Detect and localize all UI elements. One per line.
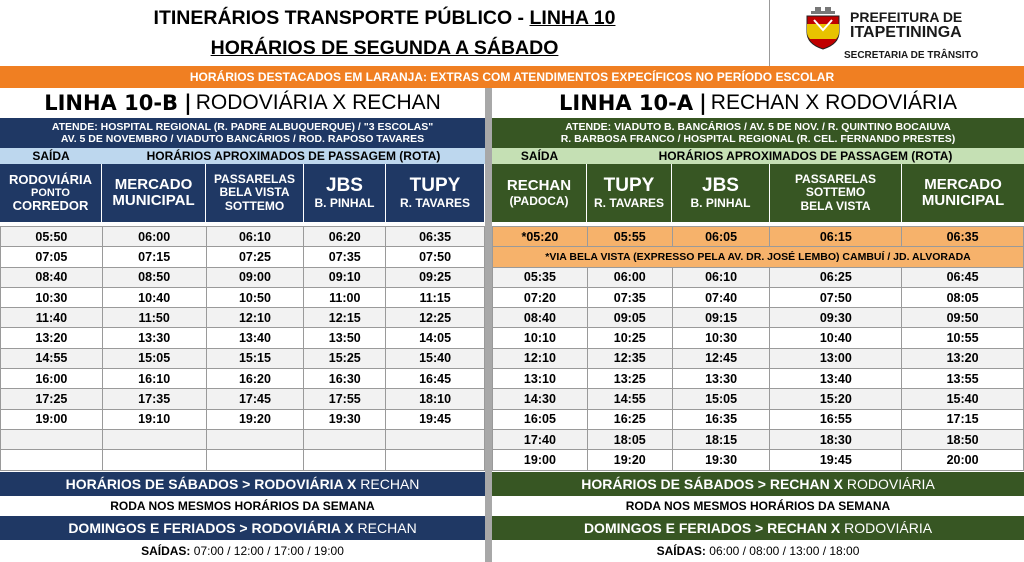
table-row	[493, 348, 1024, 368]
left-col-mercado: MERCADO MUNICIPAL	[102, 164, 206, 222]
table-row	[493, 328, 1024, 348]
column-divider	[485, 88, 492, 562]
time-cell: 12:35	[587, 348, 672, 368]
table-row	[1, 409, 485, 429]
time-cell: 10:40	[102, 287, 206, 307]
time-cell: 12:45	[672, 348, 770, 368]
time-cell: 19:20	[587, 450, 672, 470]
time-cell: 13:30	[672, 369, 770, 389]
time-cell: 14:05	[386, 328, 485, 348]
time-cell: 08:05	[902, 287, 1024, 307]
time-cell: 09:15	[672, 308, 770, 328]
left-col-rodoviaria: RODOVIÁRIA PONTO CORREDOR	[0, 164, 102, 222]
table-row	[493, 267, 1024, 287]
time-cell: 19:00	[1, 409, 103, 429]
time-cell: 10:50	[206, 287, 304, 307]
page-subtitle: HORÁRIOS DE SEGUNDA A SÁBADO	[210, 37, 559, 59]
time-cell: 07:15	[102, 247, 206, 267]
time-cell: 19:10	[102, 409, 206, 429]
table-row	[493, 429, 1024, 449]
time-cell: 16:45	[386, 369, 485, 389]
time-cell: 09:30	[770, 308, 902, 328]
time-cell: 10:30	[672, 328, 770, 348]
time-cell	[206, 429, 304, 449]
time-cell: 07:35	[587, 287, 672, 307]
table-row	[493, 409, 1024, 429]
notice-banner: HORÁRIOS DESTACADOS EM LARANJA: EXTRAS COM ATENDIMENTOS EXPECÍFICOS NO PERÍODO ESCOLAR	[0, 66, 1024, 88]
left-line-sep: |	[184, 91, 192, 115]
time-cell: 13:20	[1, 328, 103, 348]
page-title: ITINERÁRIOS TRANSPORTE PÚBLICO - LINHA 10	[153, 7, 616, 29]
left-route-times-label: HORÁRIOS APROXIMADOS DE PASSAGEM (ROTA)	[102, 148, 485, 164]
right-saturday-header: HORÁRIOS DE SÁBADOS > RECHAN X RODOVIÁRIA	[492, 472, 1024, 496]
time-cell: 07:25	[206, 247, 304, 267]
time-cell: 16:20	[206, 369, 304, 389]
logo-line1: PREFEITURA DE	[850, 9, 963, 25]
right-extra-row: *05:20 05:55 06:05 06:15 06:35	[493, 227, 1024, 247]
time-cell: 09:05	[587, 308, 672, 328]
table-row	[1, 247, 485, 267]
right-col-mercado: MERCADO MUNICIPAL	[902, 164, 1024, 222]
table-row	[493, 308, 1024, 328]
time-cell: 15:40	[386, 348, 485, 368]
time-cell: 13:30	[102, 328, 206, 348]
time-cell: 14:30	[493, 389, 588, 409]
table-row	[493, 369, 1024, 389]
time-cell: 18:30	[770, 429, 902, 449]
time-cell: 19:00	[493, 450, 588, 470]
right-extra-note-row: *VIA BELA VISTA (EXPRESSO PELA AV. DR. JOSÉ LEMBO) CAMBUÍ / JD. ALVORADA	[493, 247, 1024, 267]
right-line-code: LINHA 10-A	[559, 91, 694, 115]
time-cell: 07:20	[493, 287, 588, 307]
time-cell: 06:10	[206, 227, 304, 247]
time-cell: 06:10	[672, 267, 770, 287]
left-route-title	[0, 88, 485, 118]
time-cell: 07:40	[672, 287, 770, 307]
time-cell: 10:25	[587, 328, 672, 348]
time-cell: 10:40	[770, 328, 902, 348]
time-cell: 20:00	[902, 450, 1024, 470]
logo-department: SECRETARIA DE TRÂNSITO	[844, 50, 979, 61]
time-cell: 12:10	[493, 348, 588, 368]
left-sunday-header: DOMINGOS E FERIADOS > RODOVIÁRIA X RECHAN	[0, 516, 485, 540]
left-route-name: RODOVIÁRIA X RECHAN	[195, 91, 441, 114]
right-saturday-note: RODA NOS MESMOS HORÁRIOS DA SEMANA	[492, 496, 1024, 516]
left-saturday-note: RODA NOS MESMOS HORÁRIOS DA SEMANA	[0, 496, 485, 516]
time-cell: 11:15	[386, 287, 485, 307]
time-cell: 15:20	[770, 389, 902, 409]
left-saida-label: SAÍDA	[0, 148, 102, 164]
left-col-passarelas: PASSARELAS BELA VISTA SOTTEMO	[206, 164, 304, 222]
table-row	[493, 389, 1024, 409]
left-col-jbs: JBS B. PINHAL	[304, 164, 386, 222]
time-cell	[1, 450, 103, 470]
time-cell: 16:35	[672, 409, 770, 429]
left-col-tupy: TUPY R. TAVARES	[386, 164, 485, 222]
time-cell: 11:00	[304, 287, 386, 307]
table-row	[1, 389, 485, 409]
left-serves-info	[0, 118, 485, 148]
time-cell: 16:30	[304, 369, 386, 389]
time-cell: 08:40	[1, 267, 103, 287]
left-serves-line2: AV. 5 DE NOVEMBRO / VIADUTO BANCÁRIOS / ROD. RAPOSO TAVARES	[60, 133, 425, 145]
time-cell: 12:25	[386, 308, 485, 328]
time-cell: 09:00	[206, 267, 304, 287]
time-cell: 13:40	[206, 328, 304, 348]
time-cell: 08:40	[493, 308, 588, 328]
time-cell: 06:35	[386, 227, 485, 247]
time-cell: 12:15	[304, 308, 386, 328]
time-cell: 13:00	[770, 348, 902, 368]
table-row	[1, 429, 485, 449]
time-cell: 07:05	[1, 247, 103, 267]
time-cell: 19:30	[304, 409, 386, 429]
time-cell: 16:10	[102, 369, 206, 389]
right-sunday-header: DOMINGOS E FERIADOS > RECHAN X RODOVIÁRIA	[492, 516, 1024, 540]
time-cell: 08:50	[102, 267, 206, 287]
logo-line2: ITAPETININGA	[850, 24, 962, 41]
time-cell: 13:25	[587, 369, 672, 389]
time-cell	[386, 450, 485, 470]
prefeitura-logo	[770, 0, 1024, 66]
time-cell: 17:45	[206, 389, 304, 409]
time-cell: 18:10	[386, 389, 485, 409]
time-cell: 18:15	[672, 429, 770, 449]
time-cell: 07:50	[386, 247, 485, 267]
time-cell	[304, 450, 386, 470]
page-header	[0, 0, 770, 66]
time-cell: 13:40	[770, 369, 902, 389]
table-row	[1, 308, 485, 328]
time-cell	[386, 429, 485, 449]
left-sunday-departures: SAÍDAS: 07:00 / 12:00 / 17:00 / 19:00	[141, 544, 344, 558]
time-cell: 15:05	[102, 348, 206, 368]
time-cell: 15:15	[206, 348, 304, 368]
time-cell: 12:10	[206, 308, 304, 328]
table-row	[1, 328, 485, 348]
right-schedule-table	[492, 226, 1024, 471]
time-cell: 05:50	[1, 227, 103, 247]
time-cell: 19:45	[770, 450, 902, 470]
time-cell: 11:40	[1, 308, 103, 328]
time-cell: 17:40	[493, 429, 588, 449]
left-schedule-table	[0, 226, 485, 471]
time-cell	[206, 450, 304, 470]
right-col-passarelas: PASSARELAS SOTTEMO BELA VISTA	[770, 164, 902, 222]
time-cell: 05:35	[493, 267, 588, 287]
time-cell	[102, 429, 206, 449]
table-row	[1, 450, 485, 470]
time-cell: 16:55	[770, 409, 902, 429]
time-cell: 06:00	[587, 267, 672, 287]
time-cell: 07:35	[304, 247, 386, 267]
table-row	[1, 348, 485, 368]
time-cell: 17:35	[102, 389, 206, 409]
time-cell: 09:50	[902, 308, 1024, 328]
right-serves-line1: ATENDE: VIADUTO B. BANCÁRIOS / AV. 5 DE NOV. / R. QUINTINO BOCAIUVA	[565, 121, 951, 133]
time-cell: 15:05	[672, 389, 770, 409]
left-line-code: LINHA 10-B	[44, 91, 179, 115]
time-cell: 09:25	[386, 267, 485, 287]
time-cell: 16:00	[1, 369, 103, 389]
table-row	[1, 267, 485, 287]
time-cell: 17:55	[304, 389, 386, 409]
city-crest-icon	[802, 6, 844, 50]
time-cell	[304, 429, 386, 449]
left-serves-line1: ATENDE: HOSPITAL REGIONAL (R. PADRE ALBUQUERQUE) / "3 ESCOLAS"	[51, 121, 434, 133]
time-cell: 13:20	[902, 348, 1024, 368]
left-saturday-header: HORÁRIOS DE SÁBADOS > RODOVIÁRIA X RECHAN	[0, 472, 485, 496]
time-cell	[1, 429, 103, 449]
right-route-name: RECHAN X RODOVIÁRIA	[710, 91, 957, 114]
time-cell: 09:10	[304, 267, 386, 287]
time-cell: 06:25	[770, 267, 902, 287]
time-cell: 06:45	[902, 267, 1024, 287]
time-cell: 15:40	[902, 389, 1024, 409]
table-row	[1, 287, 485, 307]
right-serves-line2: R. BARBOSA FRANCO / HOSPITAL REGIONAL (R. CEL. FERNANDO PRESTES)	[560, 133, 956, 145]
time-cell: 16:05	[493, 409, 588, 429]
time-cell: 15:25	[304, 348, 386, 368]
right-col-jbs: JBS B. PINHAL	[672, 164, 770, 222]
right-saida-label: SAÍDA	[492, 148, 587, 164]
time-cell: 17:25	[1, 389, 103, 409]
time-cell: 18:50	[902, 429, 1024, 449]
table-row	[1, 369, 485, 389]
right-serves-info	[492, 118, 1024, 148]
time-cell: 06:20	[304, 227, 386, 247]
right-col-tupy: TUPY R. TAVARES	[587, 164, 672, 222]
time-cell: 10:10	[493, 328, 588, 348]
time-cell: 11:50	[102, 308, 206, 328]
time-cell: 17:15	[902, 409, 1024, 429]
right-line-sep: |	[699, 91, 707, 115]
time-cell: 16:25	[587, 409, 672, 429]
time-cell: 13:50	[304, 328, 386, 348]
table-row	[493, 450, 1024, 470]
time-cell: 19:30	[672, 450, 770, 470]
time-cell: 10:30	[1, 287, 103, 307]
time-cell	[102, 450, 206, 470]
time-cell: 10:55	[902, 328, 1024, 348]
time-cell: 13:55	[902, 369, 1024, 389]
table-row	[493, 287, 1024, 307]
time-cell: 18:05	[587, 429, 672, 449]
time-cell: 14:55	[1, 348, 103, 368]
right-sunday-departures: SAÍDAS: 06:00 / 08:00 / 13:00 / 18:00	[656, 544, 860, 558]
time-cell: 13:10	[493, 369, 588, 389]
time-cell: 19:20	[206, 409, 304, 429]
time-cell: 06:00	[102, 227, 206, 247]
time-cell: 19:45	[386, 409, 485, 429]
time-cell: 14:55	[587, 389, 672, 409]
right-route-title	[492, 88, 1024, 118]
right-col-rechan: RECHAN (PADOCA)	[492, 164, 587, 222]
time-cell: 07:50	[770, 287, 902, 307]
right-route-times-label: HORÁRIOS APROXIMADOS DE PASSAGEM (ROTA)	[587, 148, 1024, 164]
table-row	[1, 227, 485, 247]
